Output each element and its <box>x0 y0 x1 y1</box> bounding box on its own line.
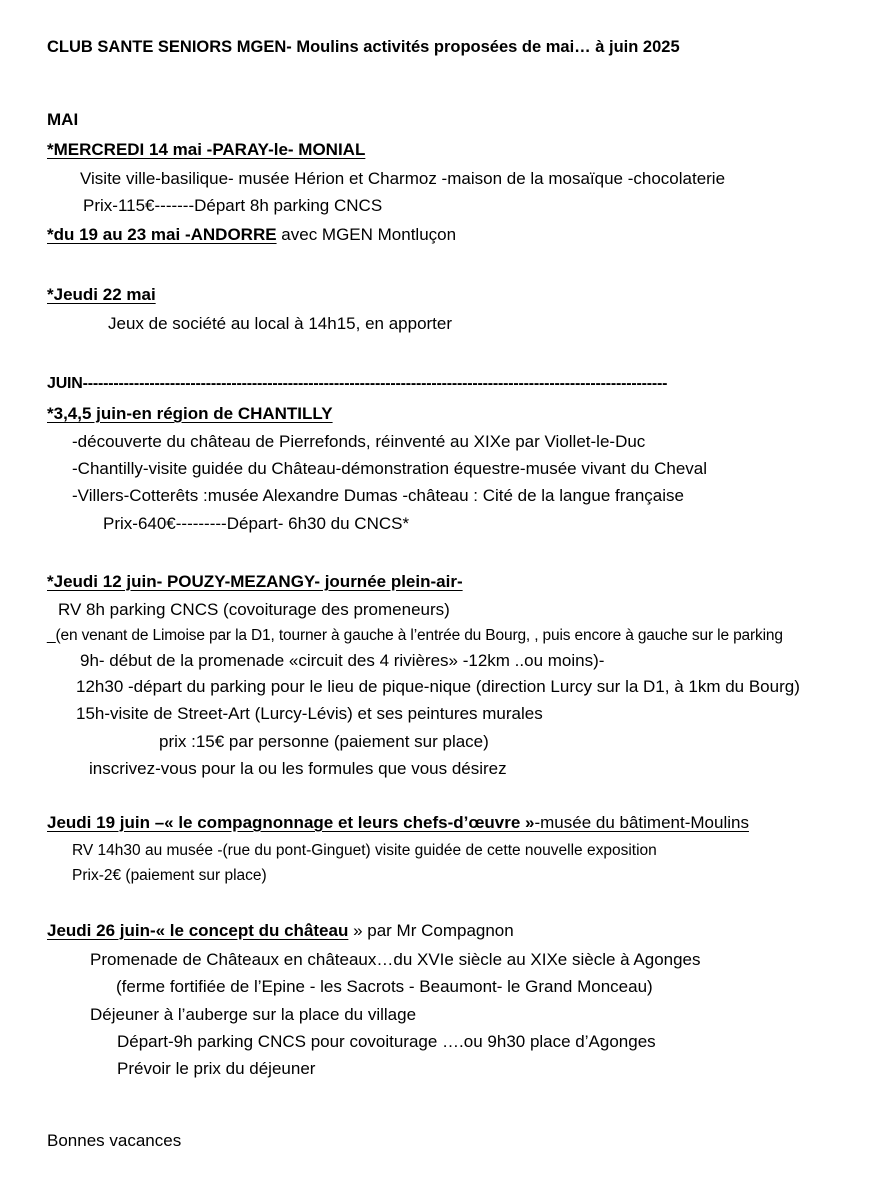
event-detail: Déjeuner à l’auberge sur la place du village <box>90 1005 417 1024</box>
event-detail: Visite ville-basilique- musée Hérion et Charmoz -maison de la mosaïque -chocolaterie <box>80 169 726 188</box>
event-andorre-suffix: avec MGEN Montluçon <box>276 225 457 244</box>
event-detail: -découverte du château de Pierrefonds, réinventé au XIXe par Viollet-le-Duc <box>72 432 646 451</box>
event-price: prix :15€ par personne (paiement sur place) <box>159 732 489 751</box>
closing-text: Bonnes vacances <box>47 1131 182 1150</box>
document-title: CLUB SANTE SENIORS MGEN- Moulins activités proposées de mai… à juin 2025 <box>47 38 680 56</box>
event-chateau-suffix: » par Mr Compagnon <box>348 921 514 940</box>
event-price: Prix-115€-------Départ 8h parking CNCS <box>83 196 383 215</box>
event-title-concept-chateau: Jeudi 26 juin-« le concept du château <box>47 921 349 940</box>
event-detail: Départ-9h parking CNCS pour covoiturage ….ou 9h30 place d’Agonges <box>117 1032 656 1051</box>
event-compagnonnage-line <box>47 813 749 833</box>
event-detail: inscrivez-vous pour la ou les formules que vous désirez <box>89 759 507 778</box>
event-detail: Promenade de Châteaux en châteaux…du XVIe siècle au XIXe siècle à Agonges <box>90 950 701 969</box>
event-detail: -Chantilly-visite guidée du Château-démonstration équestre-musée vivant du Cheval <box>72 459 708 478</box>
event-chateau-line <box>47 921 514 941</box>
event-detail: -Villers-Cotterêts :musée Alexandre Dumas -château : Cité de la langue française <box>72 486 684 505</box>
event-detail: (ferme fortifiée de l’Epine - les Sacrots - Beaumont- le Grand Monceau) <box>116 977 653 996</box>
event-price: Prix-640€---------Départ- 6h30 du CNCS* <box>103 514 410 533</box>
event-detail: 9h- début de la promenade «circuit des 4 rivières» -12km ..ou moins)- <box>80 651 605 670</box>
event-detail: 12h30 -départ du parking pour le lieu de pique-nique (direction Lurcy sur la D1, à 1km du Bourg) <box>76 677 800 696</box>
event-title-chantilly: *3,4,5 juin-en région de CHANTILLY <box>47 404 333 423</box>
event-title-jeudi-22-mai: *Jeudi 22 mai <box>47 285 156 304</box>
event-andorre-line <box>47 225 456 245</box>
event-detail: Prévoir le prix du déjeuner <box>117 1059 316 1078</box>
event-title-pouzy-mezangy: *Jeudi 12 juin- POUZY-MEZANGY- journée plein-air- <box>47 572 463 591</box>
event-detail: 15h-visite de Street-Art (Lurcy-Lévis) et ses peintures murales <box>76 704 543 723</box>
event-title-paray: *MERCREDI 14 mai -PARAY-le- MONIAL <box>47 140 366 159</box>
event-compagnonnage-suffix: -musée du bâtiment-Moulins <box>534 813 749 832</box>
event-detail: RV 8h parking CNCS (covoiturage des promeneurs) <box>58 600 450 619</box>
event-title-compagnonnage: Jeudi 19 juin –« le compagnonnage et leurs chefs-d’œuvre » <box>47 813 535 832</box>
section-heading-juin: JUIN------------------------------------------------------------------------------------------------------------------ <box>47 375 668 392</box>
event-detail: Jeux de société au local à 14h15, en apporter <box>108 314 453 333</box>
event-price: Prix-2€ (paiement sur place) <box>72 867 267 884</box>
event-title-andorre: *du 19 au 23 mai -ANDORRE <box>47 225 277 244</box>
event-detail: _(en venant de Limoise par la D1, tourner à gauche à l’entrée du Bourg, , puis encore à gauche sur le parking <box>47 627 783 644</box>
event-detail: RV 14h30 au musée -(rue du pont-Ginguet) visite guidée de cette nouvelle exposition <box>72 842 657 859</box>
section-heading-mai: MAI <box>47 110 79 129</box>
